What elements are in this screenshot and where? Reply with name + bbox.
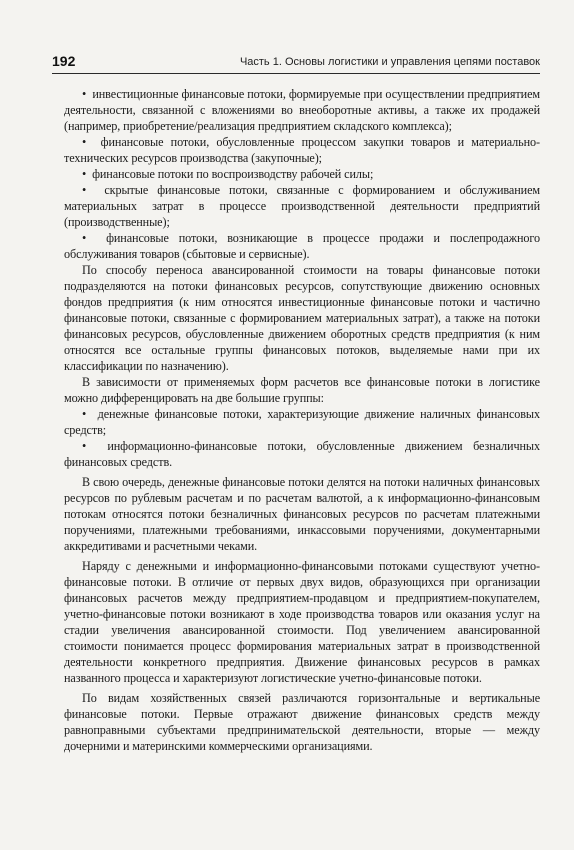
paragraph-accounting-flows: Наряду с денежными и информационно-финансовыми потоками существуют учетно-финансовые потоки. В отличие от первых двух видов, образующихся при организации финансовых расчетов между предприятием-продавцом и предприятием-покупателем, учетно-финансовые потоки возникают в ходе производства товаров или оказания услуг на стадии увеличения авансированной стоимости. Под увеличением авансированной стоимости понимается процесс формирования материальных затрат в производственной деятельности конкретного предприятия. Движение финансовых ресурсов в рамках названного процесса и характеризуют логистические учетно-финансовые потоки. (64, 559, 540, 685)
bullet-investment-flows: • инвестиционные финансовые потоки, формируемые при осуществлении предприятием деятельности, связанной с вложениями во внеоборотные активы, а также их продажей (например, приобретение/реализация предприятием складского комплекса); (64, 86, 540, 134)
bullet-labor-flows: • финансовые потоки по воспроизводству рабочей силы; (64, 166, 540, 182)
page-number: 192 (52, 53, 76, 69)
paragraph-settlement-forms: В зависимости от применяемых форм расчетов все финансовые потоки в логистике можно дифференцировать на две большие группы: (64, 375, 540, 405)
bullet-sales-service-flows: • финансовые потоки, возникающие в процессе продажи и послепродажного обслуживания товаров (сбытовые и сервисные). (64, 230, 540, 262)
paragraph-transfer-method: По способу переноса авансированной стоимости на товары финансовые потоки подразделяются на потоки финансовых ресурсов, сопутствующие движению основных фондов предприятия (к ним относятся инвестиционные финансовые потоки и частично финансовые потоки, связанные с формированием материальных затрат), а также на потоки финансовых ресурсов, обусловленные движением оборотных средств предприятия (к ним относятся все остальные группы финансовых потоков, выделяемые нами при их классификации по назначению). (64, 263, 540, 373)
bullet-hidden-flows: • скрытые финансовые потоки, связанные с формированием и обслуживанием материальных затрат в процессе производственной деятельности предприятий (производственные); (64, 182, 540, 230)
paragraph-cash-flow-division: В свою очередь, денежные финансовые потоки делятся на потоки наличных финансовых ресурсов по рублевым расчетам и по расчетам валютой, а к информационно-финансовым потокам относятся потоки безналичных финансовых ресурсов по расчетам платежными поручениями, платежными требованиями, инкассовыми поручениями, документарными аккредитивами и расчетными чеками. (64, 475, 540, 553)
page-header (52, 53, 540, 74)
running-title: Часть 1. Основы логистики и управления цепями поставок (239, 56, 540, 68)
paragraph-horizontal-vertical: По видам хозяйственных связей различаются горизонтальные и вертикальные финансовые потоки. Первые отражают движение финансовых средств между равноправными субъектами предпринимательской деятельности, вторые — между дочерними и материнскими коммерческими организациями. (64, 691, 540, 753)
body-text (64, 86, 540, 754)
bullet-info-financial-flows: • информационно-финансовые потоки, обусловленные движением безналичных финансовых средств. (64, 438, 540, 470)
bullet-cash-flows: • денежные финансовые потоки, характеризующие движение наличных финансовых средств; (64, 406, 540, 438)
bullet-purchasing-flows: • финансовые потоки, обусловленные процессом закупки товаров и материально-технических ресурсов производства (закупочные); (64, 134, 540, 166)
